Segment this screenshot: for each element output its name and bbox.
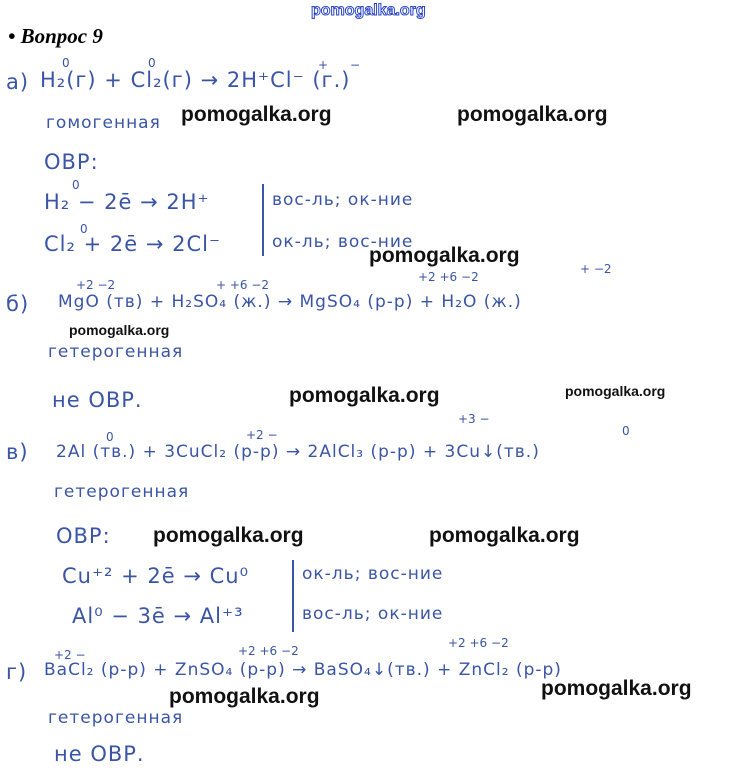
part-a-equation: H₂(г) + Cl₂(г) → 2H⁺Cl⁻ (г.) <box>40 68 351 92</box>
part-b-ox-mgo: +2 −2 <box>76 278 116 292</box>
watermark-9: pomogalka.org <box>541 677 692 700</box>
part-b-redox-label: не ОВР. <box>52 388 143 412</box>
part-a-bracket <box>262 184 264 256</box>
part-a-ox-h: + <box>318 58 329 72</box>
part-a-half-1-ox: 0 <box>72 178 80 192</box>
part-a-half-reaction-2: Cl₂ + 2ē → 2Cl⁻ <box>44 232 222 256</box>
part-a-ox-cl: − <box>350 58 361 72</box>
part-a-half-1-role: вос-ль; ок-ние <box>272 190 414 210</box>
part-b-ox-h2o: + −2 <box>580 262 612 276</box>
part-a-half-reaction-1: H₂ − 2ē → 2H⁺ <box>44 190 210 214</box>
part-c-phase-type: гетерогенная <box>54 482 190 502</box>
watermark-5: pomogalka.org <box>289 384 440 407</box>
part-b-ox-h2so4: + +6 −2 <box>216 278 270 292</box>
watermark-1: pomogalka.org <box>181 103 332 126</box>
part-c-half-1-role: ок-ль; вос-ние <box>302 564 444 584</box>
part-c-label: в) <box>6 440 29 464</box>
part-a-phase-type: гомогенная <box>46 113 161 133</box>
part-c-half-reaction-1: Cu⁺² + 2ē → Cu⁰ <box>62 564 250 588</box>
part-d-ox-znso4: +2 +6 −2 <box>238 644 299 658</box>
part-d-phase-type: гетерогенная <box>48 708 184 728</box>
part-b-ox-mgso4: +2 +6 −2 <box>418 270 479 284</box>
part-c-half-2-role: вос-ль; ок-ние <box>302 604 444 624</box>
part-c-equation: 2Al (тв.) + 3CuCl₂ (р-р) → 2AlCl₃ (р-р) + 3Cu↓(тв.) <box>56 442 540 462</box>
part-a-half-2-role: ок-ль; вос-ние <box>272 232 414 252</box>
part-c-redox-label: ОВР: <box>56 524 111 548</box>
watermark-7: pomogalka.org <box>153 524 304 547</box>
part-c-ox-cu: 0 <box>622 424 630 438</box>
site-watermark-header[interactable]: pomogalka.org <box>311 2 426 19</box>
part-b-equation: MgO (тв) + H₂SO₄ (ж.) → MgSO₄ (р-р) + H₂O (ж.) <box>58 292 522 312</box>
question-title: • Вопрос 9 <box>8 24 103 48</box>
watermark-4: pomogalka.org <box>69 322 170 338</box>
part-b-label: б) <box>6 292 30 316</box>
part-a-ox-cl2: 0 <box>148 56 156 70</box>
part-d-ox-bacl2: +2 − <box>54 648 86 662</box>
part-c-ox-alcl3: +3 − <box>458 412 490 426</box>
part-b-phase-type: гетерогенная <box>48 342 184 362</box>
part-d-redox-label: не ОВР. <box>54 742 145 766</box>
watermark-8: pomogalka.org <box>429 524 580 547</box>
part-d-equation: BaCl₂ (р-р) + ZnSO₄ (р-р) → BaSO₄↓(тв.) + ZnCl₂ (р-р) <box>44 660 562 680</box>
part-c-bracket <box>292 560 294 632</box>
watermark-6: pomogalka.org <box>565 383 666 399</box>
watermark-3: pomogalka.org <box>369 244 520 267</box>
part-c-half-reaction-2: Al⁰ − 3ē → Al⁺³ <box>72 604 244 628</box>
watermark-2: pomogalka.org <box>457 103 608 126</box>
part-a-redox-label: ОВР: <box>44 150 99 174</box>
part-c-ox-cucl2: +2 − <box>246 428 278 442</box>
part-d-ox-baso4: +2 +6 −2 <box>448 636 509 650</box>
watermark-10: pomogalka.org <box>169 685 320 708</box>
part-d-label: г) <box>6 660 28 684</box>
part-c-ox-al: 0 <box>106 430 114 444</box>
part-a-half-2-ox: 0 <box>80 222 88 236</box>
part-a-ox-h2: 0 <box>62 56 70 70</box>
part-a-label: а) <box>6 70 30 94</box>
